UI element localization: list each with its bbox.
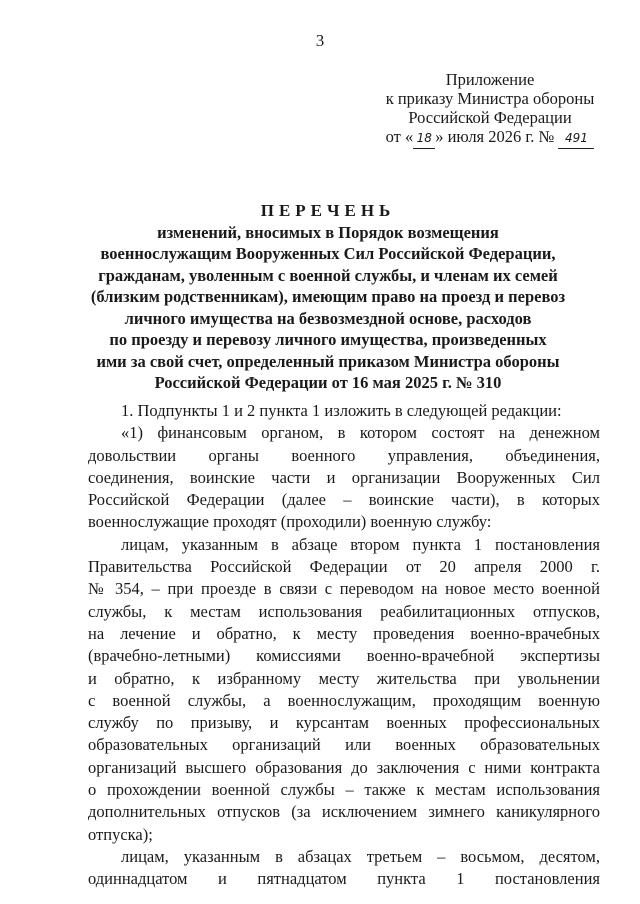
- body-line: одиннадцатом и пятнадцатом пункта 1 постановления: [88, 869, 600, 889]
- body-line: организаций высшего образования до заключения с ними контракта: [88, 757, 600, 777]
- body-line: «1) финансовым органом, в котором состоят на денежном: [121, 423, 600, 443]
- title-line: гражданам, уволенным с военной службы, и членам их семей: [98, 265, 558, 285]
- date-prefix: от «: [385, 127, 414, 146]
- handwritten-order-number: 491: [558, 129, 594, 149]
- title-line: изменений, вносимых в Порядок возмещения: [157, 222, 499, 242]
- body-line: довольствии органы военного управления, объединения,: [88, 445, 600, 465]
- body-line: службы, к местам использования реабилитационных отпусков,: [88, 601, 600, 621]
- body-line: соединения, воинские части и организации Вооруженных Сил: [88, 467, 600, 487]
- appendix-order-ref: к приказу Министра обороны: [385, 89, 595, 108]
- title-heading: ПЕРЕЧЕНЬ: [260, 201, 396, 220]
- body-line: № 354, – при проезде в связи с переводом на новое место военной: [88, 579, 600, 599]
- body-line: службу по призыву, и курсантам военных профессиональных: [88, 713, 600, 733]
- handwritten-day: 18: [413, 129, 435, 149]
- appendix-date-line: [370, 127, 610, 149]
- title-line: личного имущества на безвозмездной основе, расходов: [124, 308, 532, 328]
- body-line: военнослужащие проходят (проходили) военную службу:: [88, 512, 492, 532]
- date-suffix: » июля 2026 г. №: [435, 127, 555, 146]
- title-line: военнослужащим Вооруженных Сил Российской Федерации,: [100, 244, 556, 263]
- body-line: Российской Федерации (далее – воинские части), в которых: [88, 490, 600, 510]
- body-line: лицам, указанным в абзацах третьем – восьмом, десятом,: [121, 846, 600, 866]
- title-line: Российской Федерации от 16 мая 2025 г. № 310: [154, 373, 502, 392]
- document-title: [60, 200, 596, 394]
- body-line: лицам, указанным в абзаце втором пункта 1 постановления: [121, 534, 600, 554]
- title-line: ими за свой счет, определенный приказом Министра обороны: [96, 351, 560, 371]
- page-number: 3: [315, 31, 325, 50]
- body-line: (врачебно-летными) комиссиями военно-врачебной экспертизы: [88, 646, 600, 666]
- document-body: [88, 400, 600, 891]
- body-line: образовательных организаций или военных образовательных: [88, 735, 600, 755]
- body-line: 1. Подпункты 1 и 2 пункта 1 изложить в следующей редакции:: [121, 401, 562, 420]
- title-line: по проезду и перевозу личного имущества, произведенных: [109, 330, 547, 349]
- body-line: и обратно, к избранному месту жительства при увольнении: [88, 668, 600, 688]
- body-line: о прохождении военной службы – также к местам использования: [88, 780, 600, 800]
- appendix-title: Приложение: [445, 70, 535, 89]
- body-line: на лечение и обратно, к месту проведения военно-врачебных: [88, 623, 600, 643]
- body-line: отпуска);: [88, 824, 153, 844]
- body-line: Правительства Российской Федерации от 20 апреля 2000 г.: [88, 557, 600, 577]
- appendix-country: Российской Федерации: [408, 108, 572, 127]
- body-line: дополнительных отпусков (за исключением зимнего каникулярного: [88, 802, 600, 822]
- body-line: с военной службы, а военнослужащим, проходящим военную: [88, 690, 600, 710]
- appendix-header: [370, 70, 610, 149]
- title-line: (близким родственникам), имеющим право на проезд и перевоз: [90, 287, 566, 306]
